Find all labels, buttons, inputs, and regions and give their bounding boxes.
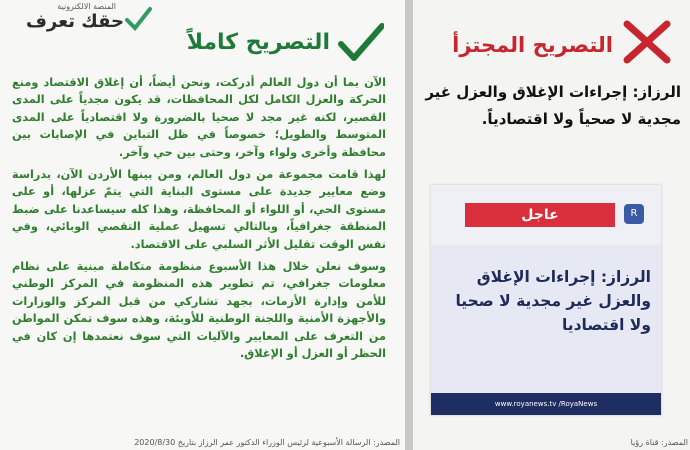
logo-subtitle: المنصة الالكترونية [57, 2, 116, 11]
logo-title: حقك تعرف [26, 11, 124, 32]
paragraph-2: لهذا قامت مجموعة من دول العالم، ومن بينها الأردن الآن، بدراسة وضع معايير جديدة على مستوى البناية التي يتمّ عزلها، أو على مستوى الحي، أو اللواء أو المحافظة، وهذا كله سيساعدنا على ضبط المنطقة جغرافياً، وبالتالي تسهيل عملية التقصي الوبائي، وفي نفس الوقت تقليل الأثر السلبي على الاقتصاد. [12, 168, 386, 251]
excerpt-panel [413, 0, 690, 450]
full-statement-body [12, 74, 386, 368]
cross-icon [621, 20, 673, 64]
logo-check-icon [124, 6, 152, 32]
full-statement-source: المصدر: الرسالة الأسبوعية لرئيس الوزراء الدكتور عمر الرزاز بتاريخ 2020/8/30 [134, 438, 400, 447]
excerpt-source: المصدر: قناة رؤيا [630, 438, 688, 447]
news-card-footer: www.royanews.tv /RoyaNews [431, 393, 661, 415]
paragraph-1: الآن بما أن دول العالم أدركت، ونحن أيضاً، أن إغلاق الاقتصاد ومنع الحركة والعزل الكامل لكل المحافظات، قد يكون مجدياً على المدى القصير، لكنه غير مجد لا صحيا بالضرورة ولا اقتصادياً على المدى المتوسط والطويل؛ خصوصاً في ظل التباين في الإصابات بين محافظة وأخرى ولواء وآخر، وحتى بين حي وآخر. [12, 76, 386, 159]
news-card [431, 185, 661, 415]
excerpt-quote: الرزاز: إجراءات الإغلاق والعزل غير مجدية لا صحياً ولا اقتصادياً. [425, 83, 681, 128]
paragraph-3: وسوف نعلن خلال هذا الأسبوع منظومة متكاملة مبنية على نظام معلومات جغرافي، تم تطوير هذه المنظومة في المركز الوطني للأمن وإدارة الأزمات، بجهد تشاركي من قبل المركز والوزارات والأجهزة الأمنية واللجنة الوطنية للأوبئة، وهذه سوف تمكن المواطن من التعرف على المعايير والآليات التي سوف نعتمدها إن كان في الحظر أو العزل أو الإغلاق. [12, 260, 386, 361]
platform-logo [4, 2, 154, 34]
news-card-header [431, 185, 661, 245]
news-card-body [431, 245, 661, 393]
panel-divider [405, 0, 413, 450]
full-statement-title: التصريح كاملاً [186, 30, 330, 55]
roya-logo-icon: R [624, 204, 644, 224]
urgent-badge: عاجل [465, 203, 615, 227]
excerpt-title: التصريح المجتزأ [452, 33, 613, 57]
news-headline: الرزاز: إجراءات الإغلاق والعزل غير مجدية لا صحيا ولا اقتصاديا [455, 268, 651, 334]
check-icon [338, 22, 384, 62]
